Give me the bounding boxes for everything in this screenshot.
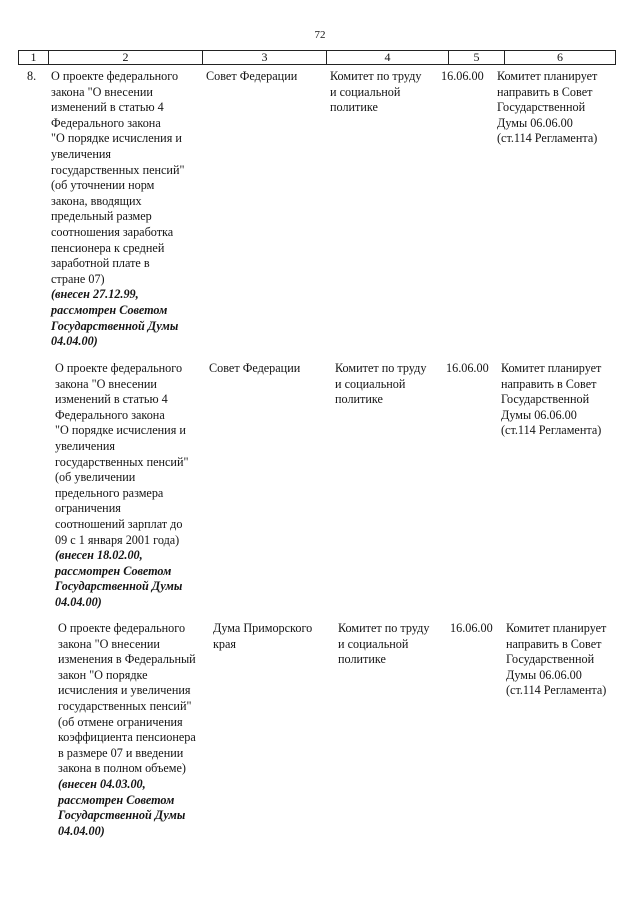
bill-title-line: закона "О внесении <box>55 376 157 391</box>
column-header: 6 <box>505 51 616 65</box>
bill-status-note: рассмотрен Советом <box>55 563 172 578</box>
bill-title-line: стране 07) <box>51 271 105 286</box>
bill-status-note: Государственной Думы <box>55 579 183 594</box>
column-header: 2 <box>49 51 203 65</box>
bill-title-line: (об увеличении <box>55 470 136 485</box>
bill-title-line: О проекте федерального <box>58 621 186 635</box>
bill-title-line: (об уточнении норм <box>51 178 155 193</box>
responsible-committee: Комитет по труду и социальной политике <box>338 621 430 667</box>
bill-title-line: предельного размера <box>55 485 164 500</box>
bill-title-line: закона "О внесении <box>51 84 153 99</box>
bill-status-note: Государственной Думы <box>51 318 179 333</box>
bill-status-note: 04.04.00) <box>55 594 102 609</box>
consideration-date: 16.06.00 <box>441 69 484 83</box>
bill-title-line: (об отмене ограничения <box>58 714 183 729</box>
bill-title-line: закон "О порядке <box>58 667 148 682</box>
bill-description <box>51 69 201 350</box>
planned-action: Комитет планирует направить в Совет Государственной Думы 06.06.00 (ст.114 Регламента) <box>497 69 598 146</box>
bill-title-line: государственных пенсий" <box>58 698 192 713</box>
column-header: 4 <box>327 51 449 65</box>
bill-title-line: увеличения <box>51 146 111 161</box>
bill-title-line: закона, вводящих <box>51 193 142 208</box>
bill-title-line: О проекте федерального <box>55 361 183 375</box>
column-header: 5 <box>449 51 505 65</box>
responsible-committee: Комитет по труду и социальной политике <box>335 361 427 407</box>
planned-action: Комитет планирует направить в Совет Государственной Думы 06.06.00 (ст.114 Регламента) <box>501 361 602 438</box>
page-number: 72 <box>314 29 326 41</box>
entry-number: 8. <box>27 69 37 83</box>
bill-title-line: государственных пенсий" <box>51 162 185 177</box>
column-header-row <box>18 50 616 65</box>
bill-title-line: коэффициента пенсионера <box>58 730 196 745</box>
bill-title-line: исчисления и увеличения <box>58 683 191 698</box>
bill-title-line: предельный размер <box>51 209 152 224</box>
bill-title-line: 09 с 1 января 2001 года) <box>55 532 180 547</box>
consideration-date: 16.06.00 <box>446 361 489 375</box>
bill-title-line: увеличения <box>55 438 115 453</box>
planned-action: Комитет планирует направить в Совет Государственной Думы 06.06.00 (ст.114 Регламента) <box>506 621 607 698</box>
bill-description <box>58 621 208 839</box>
bill-initiator: Совет Федерации <box>209 361 301 375</box>
bill-initiator: Совет Федерации <box>206 69 298 83</box>
bill-status-note: (внесен 27.12.99, <box>51 287 139 302</box>
bill-status-note: рассмотрен Советом <box>51 302 168 317</box>
bill-title-line: изменения в Федеральный <box>58 652 196 667</box>
bill-title-line: изменений в статью 4 <box>51 100 164 115</box>
bill-title-line: заработной плате в <box>51 256 150 271</box>
bill-title-line: закона "О внесении <box>58 636 160 651</box>
bill-status-note: (внесен 18.02.00, <box>55 548 143 563</box>
bill-title-line: в размере 07 и введении <box>58 745 184 760</box>
bill-title-line: О проекте федерального <box>51 69 179 83</box>
bill-title-line: пенсионера к средней <box>51 240 165 255</box>
responsible-committee: Комитет по труду и социальной политике <box>330 69 422 115</box>
column-header: 3 <box>203 51 327 65</box>
bill-title-line: Федерального закона <box>55 407 165 422</box>
bill-title-line: закона в полном объеме) <box>58 761 186 776</box>
bill-title-line: "О порядке исчисления и <box>55 423 186 438</box>
column-header: 1 <box>19 51 49 65</box>
bill-status-note: Государственной Думы <box>58 808 186 823</box>
bill-status-note: (внесен 04.03.00, <box>58 776 146 791</box>
bill-status-note: рассмотрен Советом <box>58 792 175 807</box>
bill-title-line: ограничения <box>55 501 121 516</box>
bill-status-note: 04.04.00) <box>58 823 105 838</box>
bill-initiator: Дума Приморского края <box>213 621 313 651</box>
bill-description <box>55 361 205 611</box>
bill-status-note: 04.04.00) <box>51 334 98 349</box>
bill-title-line: соотношений зарплат до <box>55 516 183 531</box>
bill-title-line: изменений в статью 4 <box>55 392 168 407</box>
bill-title-line: "О порядке исчисления и <box>51 131 182 146</box>
consideration-date: 16.06.00 <box>450 621 493 635</box>
bill-title-line: Федерального закона <box>51 115 161 130</box>
bill-title-line: государственных пенсий" <box>55 454 189 469</box>
bill-title-line: соотношения заработка <box>51 224 174 239</box>
